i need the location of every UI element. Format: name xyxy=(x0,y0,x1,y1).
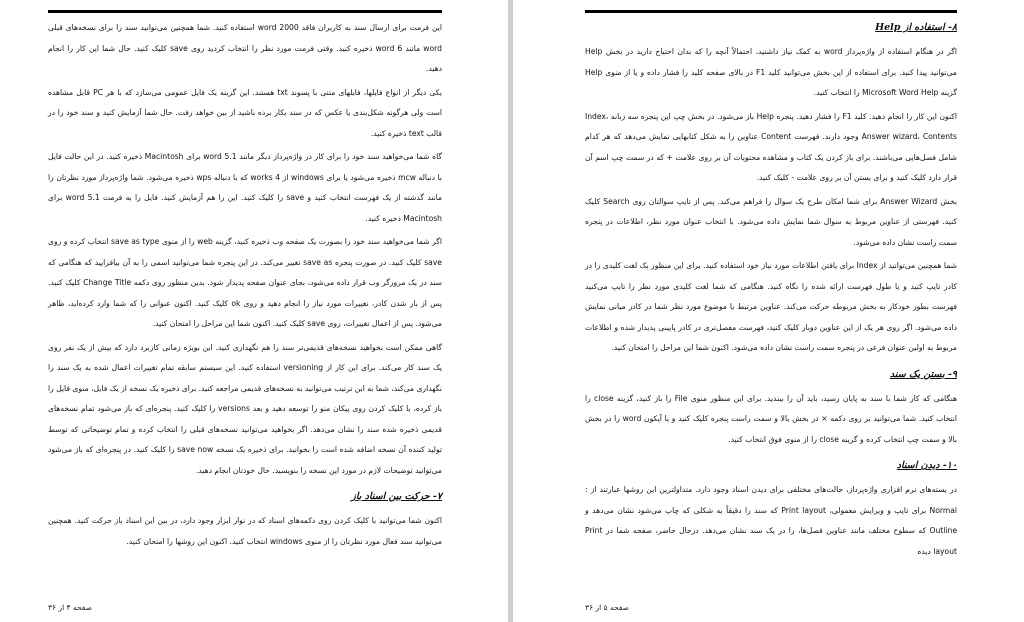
paragraph: این فرمت برای ارسال سند به کاربران فاقد word 2000 استفاده کنید. شما همچنین می‌توانید سند را برای نسخه‌های قبلی word مانند word 6 ذخیره کنید. وقتی فرمت مورد نظر را انتخاب کردید روی save کلیک کنید. حال شما این کار را انجام دهید. xyxy=(48,23,442,73)
paragraph: گاه شما می‌خواهید سند خود را برای کار در واژه‌پرداز دیگر مانند word 5.1 برای Macintosh ذخیره کنید. در این حالت فایل با دنباله mcw ذخیره می‌شود یا برای windows از works 4 که با دنباله wps ذخیره می‌شود. شما واژه‌پرداز مورد نظرتان را مانند گذشته از یک فهرست انتخاب کنید و save را کلیک کنید. این را هم آزمایش کنید. فایل را به فرمت word 5.1 برای Macintosh ذخیره کنید. xyxy=(48,152,443,223)
paragraph: اگر در هنگام استفاده از واژه‌پرداز word به کمک نیاز داشتید، احتمالاً آنچه را که بدان احتیاج دارید در بخش Help می‌توانید پیدا کنید. برای استفاده از این بخش می‌توانید کلید F1 در بالای صفحه کلید را فشار داده و یا از منوی Help گزینه Microsoft Word Help را انتخاب کنید. xyxy=(585,47,957,97)
section-heading: ۷- حرکت بین اسناد باز xyxy=(351,491,442,502)
paragraph: یکی دیگر از انواع فایلها، فایلهای متنی با پسوند txt هستند. این گزینه یک فایل عمومی می‌سازد که با هر PC قابل مشاهده است ولی هرگونه شکل‌بندی یا عکس که در سند بکار برده باشید از بین خواهد رفت. حال شما آزمایش کنید و سند خود را در قالب text ذخیره کنید. xyxy=(48,87,442,138)
page-content xyxy=(48,18,442,555)
paragraph: اگر شما می‌خواهید سند خود را بصورت یک صفحه وب ذخیره کنید، گزینه web را از منوی save as type انتخاب کرده و روی save کلیک کنید. در صورت پنجره save as تغییر می‌کند. در این پنجره شما می‌توانید اسمی را به آن بیافزایید که هنگامی که سند در یک مرورگر وب قرار داده می‌شود، بجای عنوان صفحه پدیدار شود. بدین منظور روی دکمه Change Title کلیک کنید. پس از بار شدن کادر، تغییرات مورد نیاز را انجام دهید و روی ok کلیک کنید. اکنون عنوانی را که شما وارد کرده‌اید، ظاهر می‌شود. پس از اعمال تغییرات، روی save کلیک کنید. اکنون شما این مراحل را امتحان کنید. xyxy=(48,237,443,328)
document-page-left xyxy=(0,0,508,622)
header-rule xyxy=(585,10,957,13)
page-number: صفحه ۴ از ۳۶ xyxy=(48,603,92,612)
paragraph: شما همچنین می‌توانید از Index برای یافتن اطلاعات مورد نیاز خود استفاده کنید. برای این منظور یک لغت کلیدی را در کادر تایپ کنید و یا طول فهرست ارائه شده را نگاه کنید. هنگامی که شما لغت کلیدی مورد نظر را تایپ می‌کنید فهرست بطور خودکار به بخش مربوطه حرکت می‌کند. عناوین مرتبط با موضوع مورد نظر شما در کادر میانی نمایش داده می‌شود. اگر روی هر یک از این عناوین دوبار کلیک کنید، فهرست مفصل‌تری در کادر پایینی پدیدار شده و اطلاعات مربوط به اولین عنوان فرعی در پنجره سمت راست نشان داده می‌شود. اکنون شما این مراحل را امتحان کنید. xyxy=(585,261,957,352)
document-page-right xyxy=(513,0,1024,622)
paragraph: در بسته‌های نرم افزاری واژه‌پرداز، حالت‌های مختلفی برای دیدن اسناد وجود دارد. متداولترین این روشها عبارتند از : Normal برای تایپ و ویرایش معمولی، Print layout که سند را دقیقاً به شکلی که چاپ می‌شود نشان می‌دهد و Outline که سطوح مختلف مانند عناوین فصل‌ها، را در یک سند نشان می‌دهد. درحال حاضر، صفحه شما در Print layout دیده xyxy=(585,485,957,556)
paragraph: بخش Answer Wizard برای شما امکان طرح یک سوال را فراهم می‌کند. پس از تایپ سوالتان روی Search کلیک کنید. فهرستی از عناوین مربوط به سوال شما نمایش داده می‌شود. با انتخاب عنوان مورد نظر، اطلاعات در پنجره سمت راست نشان داده می‌شود. xyxy=(585,196,957,247)
section-heading: ۹- بستن یک سند xyxy=(889,368,957,380)
paragraph: اکنون شما می‌توانید با کلیک کردن روی دکمه‌های اسناد که در نوار ابزار وجود دارد، در بین این اسناد باز حرکت کنید. همچنین می‌توانید سند فعال مورد نظرتان را از منوی windows انتخاب کنید. اکنون این روشها را امتحان کنید. xyxy=(48,516,442,546)
paragraph: اکنون این کار را انجام دهید. کلید F1 را فشار دهید. پنجره Help باز می‌شود. در بخش چپ این پنجره سه زبانه Index، Answer wizard، Contents وجود دارند. فهرست Content عناوین را به شکل کتابهایی نمایش می‌دهد که هر کدام شامل فصل‌هایی می‌باشند. برای باز کردن یک کتاب و مشاهده محتویات آن بر روی علامت + که در سمت چپ اسم آن قرار دارد کلیک کنید و برای بستن آن بر روی علامت - کلیک کنید. xyxy=(585,111,957,182)
header-rule xyxy=(48,10,442,13)
section-heading: ۱۰- دیدن اسناد xyxy=(896,460,957,471)
page-content xyxy=(585,18,957,565)
paragraph: هنگامی که کار شما با سند به پایان رسید، باید آن را ببندید. برای این منظور منوی File را باز کنید، گزینه close را انتخاب کنید. شما می‌توانید بر روی دکمه × در بخش بالا و سمت راست پنجره کلیک کنید و یا آیکون word را در بخش بالا و سمت چپ انتخاب کرده و گزینه close را از منوی فوق انتخاب کنید. xyxy=(585,393,957,444)
paragraph: گاهی ممکن است بخواهید نسخه‌های قدیمی‌تر سند را هم نگهداری کنید. این بویژه زمانی کاربرد دارد که بیش از یک نفر روی یک سند کار می‌کند. برای این کار از versioning استفاده کنید. این سیستم سابقه تمام تغییرات اعمال شده به یک سند را نگهداری می‌کند، شما به این ترتیب می‌توانید به نسخه‌های قدیمی مراجعه کنید. برای ذخیره یک نسخه از یک فایل، منوی فایل را باز کرده، با کلیک کردن روی پیکان منو را توسعه دهید و بعد versions را کلیک کنید. پنجره‌ای که باز می‌شود تمام نسخه‌های قدیمی ذخیره شده سند را نشان می‌دهد. اگر بخواهید می‌توانید نسخه‌های قبلی را انتخاب کرده و تمام توضیحاتی که توسط تولید کننده آن نسخه اضافه شده است را بخوانید. برای ذخیره یک نسخه save now را کلیک کنید. در پنجره‌ای که باز می‌شود می‌توانید توضیحات لازم در مورد این نسخه را بنویسید. حال خودتان انجام دهید. xyxy=(48,342,443,475)
page-number: صفحه ۵ از ۳۶ xyxy=(585,603,629,612)
section-heading: ۸- استفاده از Help xyxy=(875,22,957,33)
